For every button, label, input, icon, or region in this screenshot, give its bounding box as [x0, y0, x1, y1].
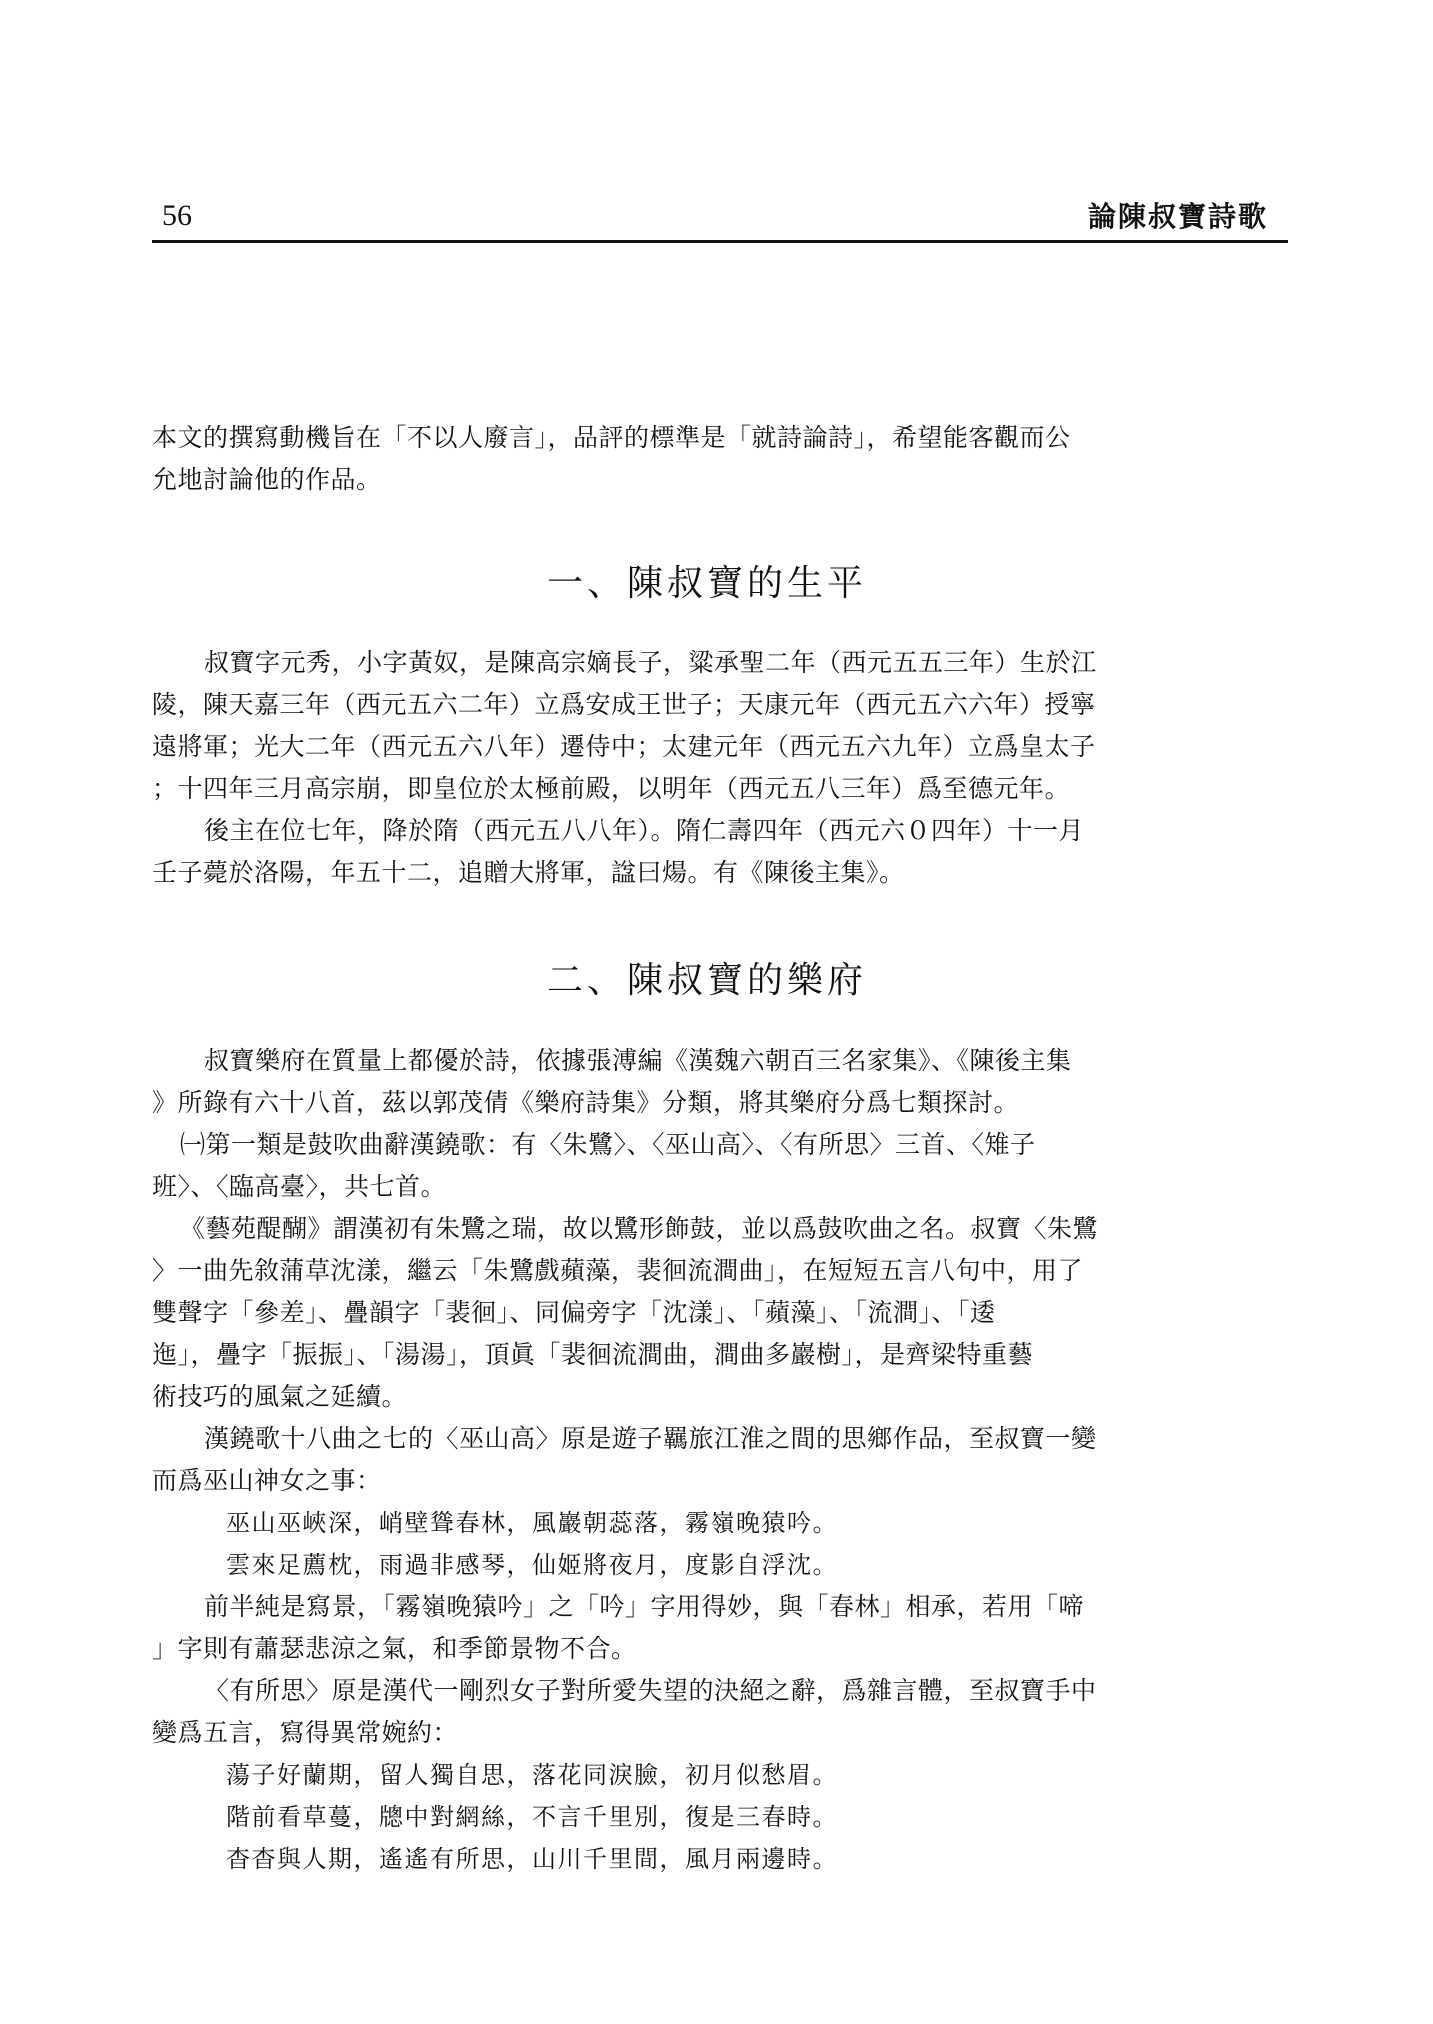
text-line: 叔寶樂府在質量上都優於詩，依據張溥編《漢魏六朝百三名家集》、《陳後主集 — [204, 1046, 1072, 1075]
page-header — [152, 196, 1288, 242]
section2-paragraph-5 — [152, 1586, 1262, 1670]
text-line: 後主在位七年，降於隋（西元五八八年）。隋仁壽四年（西元六０四年）十一月 — [204, 816, 1085, 845]
section2-paragraph-2 — [152, 1124, 1262, 1208]
text-line: 《藝苑醍醐》謂漢初有朱鷺之瑞，故以鷺形飾鼓，並以爲鼓吹曲之名。叔寶〈朱鷺 — [180, 1214, 1099, 1243]
text-line: 叔寶字元秀，小字黃奴，是陳高宗嫡長子，粱承聖二年（西元五五三年）生於江 — [204, 648, 1097, 677]
intro-paragraph — [152, 417, 1262, 501]
poem-line: 蕩子好蘭期，留人獨自思，落花同淚臉，初月似愁眉。 — [226, 1761, 838, 1789]
poem-line: 杳杳與人期，遙遙有所思，山川千里間，風月兩邊時。 — [226, 1845, 838, 1873]
text-line: 本文的撰寫動機旨在「不以人廢言」，品評的標準是「就詩論詩」，希望能客觀而公 — [152, 423, 1071, 452]
text-line: 〉一曲先敘蒲草沈漾，繼云「朱鷺戲蘋藻，裴徊流澗曲」，在短短五言八句中，用了 — [152, 1256, 1084, 1285]
section2-paragraph-3 — [152, 1208, 1262, 1418]
section1-paragraph-1 — [152, 642, 1262, 810]
text-line: 》所錄有六十八首，茲以郭茂倩《樂府詩集》分類，將其樂府分爲七類探討。 — [152, 1088, 1020, 1117]
text-line: 陵，陳天嘉三年（西元五六二年）立爲安成王世子；天康元年（西元五六六年）授寧 — [152, 690, 1096, 719]
text-line: 雙聲字「參差」、疊韻字「裴徊」、同偏旁字「沈漾」、「蘋藻」、「流澗」、「逶 — [152, 1298, 996, 1327]
text-line: 遠將軍；光大二年（西元五六八年）遷侍中；太建元年（西元五六九年）立爲皇太子 — [152, 732, 1096, 761]
text-line: 〈有所思〉原是漢代一剛烈女子對所愛失望的決絕之辭，爲雜言體，至叔寶手中 — [204, 1676, 1097, 1705]
page-number: 56 — [162, 199, 192, 232]
text-line: 班〉、〈臨高臺〉，共七首。 — [152, 1172, 447, 1201]
text-line: 迤」，疊字「振振」、「湯湯」，頂眞「裴徊流澗曲，澗曲多巖樹」，是齊梁特重藝 — [152, 1340, 1034, 1369]
section1-paragraph-2 — [152, 810, 1262, 894]
text-line: 漢鐃歌十八曲之七的〈巫山高〉原是遊子羈旅江淮之間的思鄉作品，至叔寶一變 — [204, 1424, 1097, 1453]
text-line: 而爲巫山神女之事： — [152, 1466, 382, 1495]
running-title: 論陳叔寶詩歌 — [1087, 200, 1268, 233]
header-rule — [152, 240, 1288, 243]
section2-paragraph-6 — [152, 1670, 1262, 1754]
section-heading-1: 一、陳叔寶的生平 — [546, 563, 867, 604]
section-heading-2: 二、陳叔寶的樂府 — [546, 960, 867, 1001]
poem-you-suo-si — [226, 1754, 1226, 1880]
text-line: 前半純是寫景，「霧嶺晚猿吟」之「吟」字用得妙，與「春林」相承，若用「啼 — [204, 1592, 1085, 1621]
text-line: 允地討論他的作品。 — [152, 465, 382, 494]
text-line: ；十四年三月高宗崩，即皇位於太極前殿，以明年（西元五八三年）爲至德元年。 — [152, 774, 1071, 803]
text-line: 」字則有蕭瑟悲涼之氣，和季節景物不合。 — [152, 1634, 637, 1663]
text-line: 術技巧的風氣之延續。 — [152, 1382, 408, 1411]
poem-line: 雲來足薦枕，雨過非感琴，仙姬將夜月，度影自浮沈。 — [226, 1551, 838, 1579]
text-line: 變爲五言，寫得異常婉約： — [152, 1718, 459, 1747]
poem-line: 階前看草蔓，牕中對網絲，不言千里別，復是三春時。 — [226, 1803, 838, 1831]
text-line: ㈠第一類是鼓吹曲辭漢鐃歌：有〈朱鷺〉、〈巫山高〉、〈有所思〉三首、〈雉子 — [180, 1130, 1036, 1159]
poem-line: 巫山巫峽深，峭壁聳春林，風巖朝蕊落，霧嶺晚猿吟。 — [226, 1509, 838, 1537]
section2-paragraph-1 — [152, 1040, 1262, 1124]
text-line: 壬子薨於洛陽，年五十二，追贈大將軍，諡曰煬。有《陳後主集》。 — [152, 858, 905, 887]
poem-wushan-gao — [226, 1502, 1226, 1586]
section2-paragraph-4 — [152, 1418, 1262, 1502]
